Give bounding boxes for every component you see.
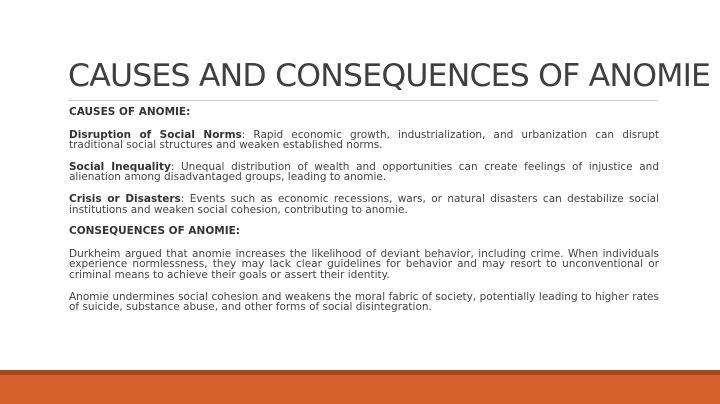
cause-item	[69, 162, 659, 183]
slide-content	[69, 107, 659, 324]
title-divider	[68, 100, 658, 101]
consequence-paragraph: Durkheim argued that anomie increases the likelihood of deviant behavior, including crime. When individuals experience normlessness, they may lack clear guidelines for behavior and may resort to unconventional or criminal means to achieve their goals or assert their identity.	[69, 247, 659, 281]
cause-item	[69, 130, 659, 151]
cause-text: : Rapid economic growth, industrialization, and urbanization can disrupt traditional social structures and weaken established norms.	[69, 128, 660, 152]
cause-item	[69, 194, 659, 215]
slide-title: CAUSES AND CONSEQUENCES OF ANOMIE	[68, 58, 711, 94]
cause-text: : Unequal distribution of wealth and opportunities can create feelings of injustice and alienation among disadvantaged groups, leading to anomie.	[69, 160, 659, 184]
cause-term: Social Inequality	[69, 160, 171, 173]
causes-heading: CAUSES OF ANOMIE:	[69, 106, 191, 118]
cause-term: Crisis or Disasters	[69, 192, 181, 205]
cause-term: Disruption of Social Norms	[69, 128, 242, 141]
consequence-paragraph: Anomie undermines social cohesion and weakens the moral fabric of society, potentially leading to higher rates of suicide, substance abuse, and other forms of social disintegration.	[69, 290, 659, 314]
cause-text: : Events such as economic recessions, wars, or natural disasters can destabilize social institutions and weaken social cohesion, contributing to anomie.	[69, 192, 659, 216]
footer-band	[0, 375, 720, 404]
consequences-heading: CONSEQUENCES OF ANOMIE:	[69, 225, 240, 238]
